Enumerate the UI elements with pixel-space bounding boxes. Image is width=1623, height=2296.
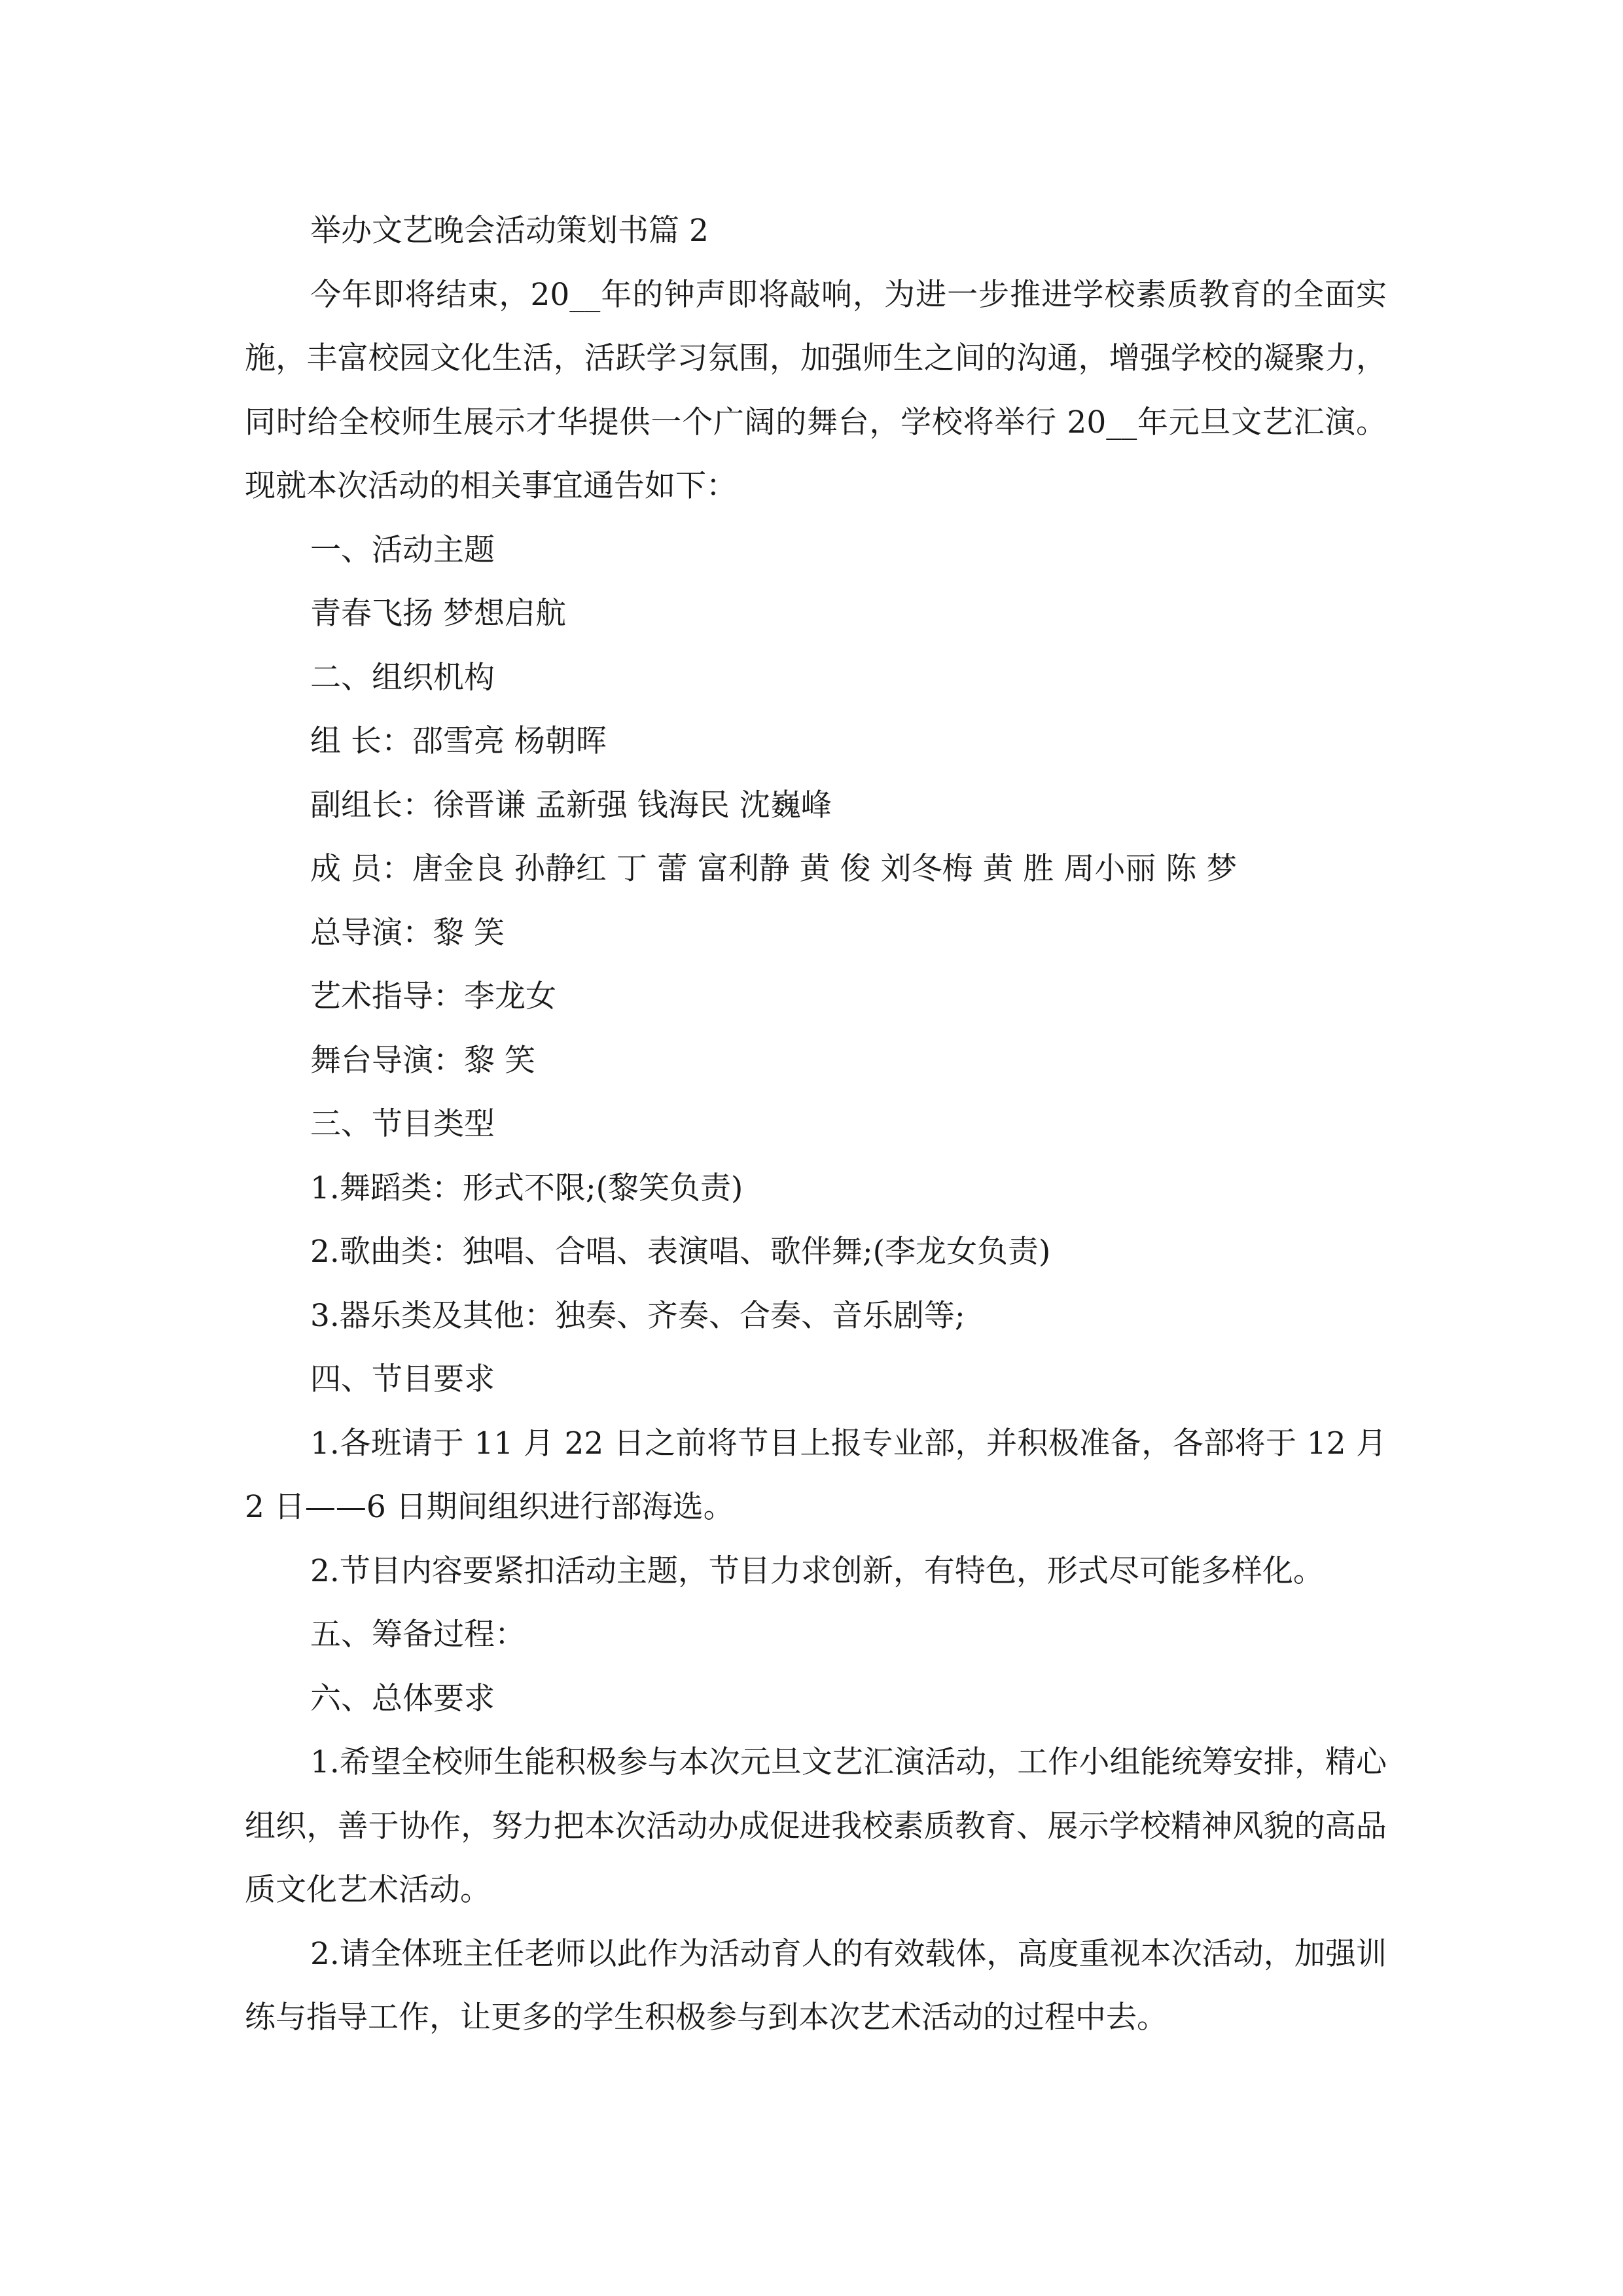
org-chief-director: 总导演：黎 笑 — [310, 914, 505, 951]
org-members: 成 员：唐金良 孙静红 丁 蕾 富利静 黄 俊 刘冬梅 黄 胜 周小丽 陈 梦 — [310, 851, 1238, 887]
program-type-item: 2.歌曲类：独唱、合唱、表演唱、歌伴舞;(李龙女负责) — [310, 1234, 1051, 1270]
requirement-item: 1.各班请于 11 月 22 日之前将节目上报专业部，并积极准备，各部将于 12 月 2 日——6 日期间组织进行部海选。 — [245, 1425, 1387, 1525]
requirement-item: 2.节目内容要紧扣活动主题，节目力求创新，有特色，形式尽可能多样化。 — [310, 1552, 1324, 1589]
program-type-item: 1.舞蹈类：形式不限;(黎笑负责) — [310, 1170, 743, 1206]
program-type-item: 3.器乐类及其他：独奏、齐奏、合奏、音乐剧等; — [310, 1297, 965, 1334]
section-heading-organization: 二、组织机构 — [310, 659, 495, 696]
org-leader: 组 长：邵雪亮 杨朝晖 — [310, 723, 607, 759]
general-requirement-item: 2.请全体班主任老师以此作为活动育人的有效载体，高度重视本次活动，加强训练与指导工作，让更多的学生积极参与到本次艺术活动的过程中去。 — [245, 1935, 1387, 2036]
org-art-director: 艺术指导：李龙女 — [310, 978, 556, 1014]
section-heading-preparation: 五、筹备过程： — [310, 1617, 526, 1653]
section-heading-program-requirements: 四、节目要求 — [310, 1361, 495, 1397]
theme-text: 青春飞扬 梦想启航 — [310, 596, 566, 632]
section-heading-program-types: 三、节目类型 — [310, 1106, 495, 1142]
section-heading-theme: 一、活动主题 — [310, 531, 495, 568]
org-vice-leader: 副组长：徐晋谦 孟新强 钱海民 沈巍峰 — [310, 787, 832, 823]
document-body — [245, 199, 1387, 2050]
org-stage-director: 舞台导演：黎 笑 — [310, 1042, 535, 1079]
section-heading-general-requirements: 六、总体要求 — [310, 1680, 495, 1717]
intro-paragraph: 今年即将结束，20__年的钟声即将敲响，为进一步推进学校素质教育的全面实施，丰富校园文化生活，活跃学习氛围，加强师生之间的沟通，增强学校的凝聚力，同时给全校师生展示才华提供一个广阔的舞台，学校将举行 20__年元旦文艺汇演。现就本次活动的相关事宜通告如下： — [245, 276, 1387, 504]
document-title: 举办文艺晚会活动策划书篇 2 — [310, 213, 709, 249]
general-requirement-item: 1.希望全校师生能积极参与本次元旦文艺汇演活动，工作小组能统筹安排，精心组织，善于协作，努力把本次活动办成促进我校素质教育、展示学校精神风貌的高品质文化艺术活动。 — [245, 1744, 1387, 1908]
